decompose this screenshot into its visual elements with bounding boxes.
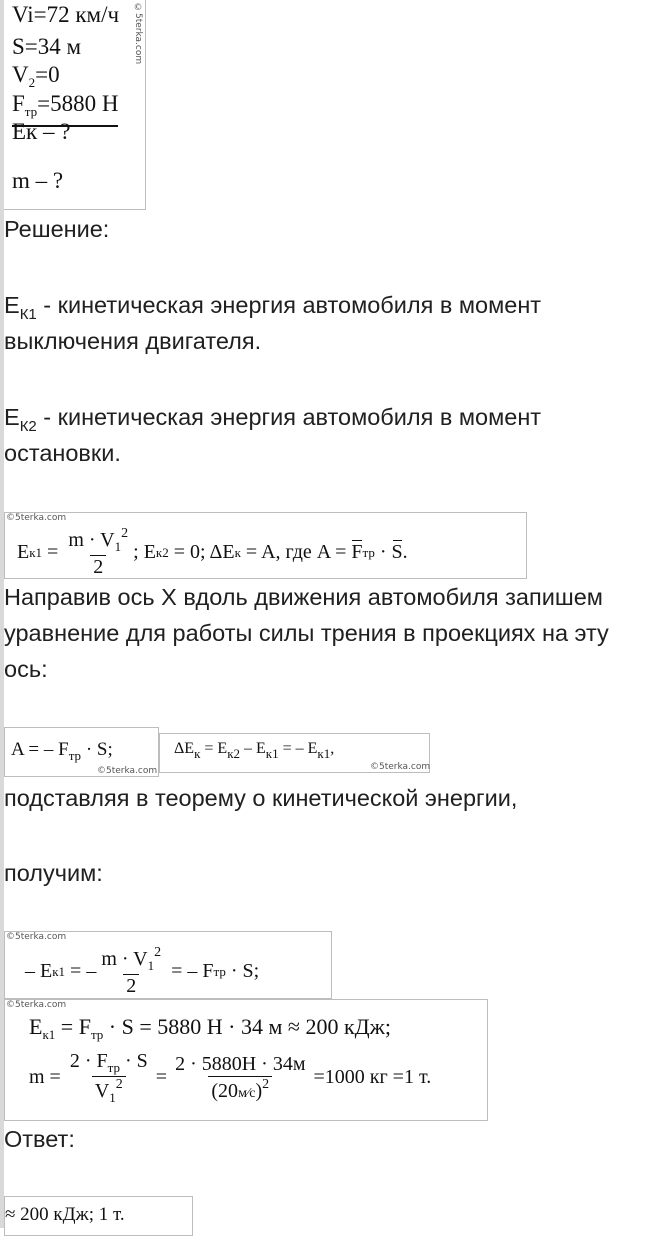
- watermark: ©5terka.com: [370, 762, 431, 772]
- given-find-mass: m – ?: [12, 168, 64, 193]
- formula-work-expression: A = – $F_{тр} \cdot S$;: [11, 739, 113, 763]
- get-paragraph: получим:: [4, 860, 103, 886]
- fraction: $\frac{2 \cdot 5880Н \cdot 34м}{(20м⁄с)^2}$: [175, 1052, 306, 1102]
- formula-mass-result: m = $\frac{2 \cdot F_{тр} \cdot S}{V_1^2}$ = $\frac{2 \cdot 5880Н \cdot 34м}{(20м⁄с)^2}$ =1000 кг =1 т.: [29, 1050, 432, 1105]
- given-speed: Vi=72 км/ч: [12, 2, 120, 27]
- formula-kinetic-energy-expression: E к1 = $\frac{m \cdot V_1^2}{2}$ ; E к2 = 0; ΔE к = A, где A = F тр · S .: [17, 526, 408, 578]
- fraction: $\frac{m \cdot V_1^2}{2}$: [68, 526, 129, 578]
- formula-energy-result: $E_{к1} = F_{тр} \cdot S = 5880$ Н · 34 м ≈ 200 кДж;: [29, 1014, 391, 1042]
- given-friction-force: $F_{тр}=5880$ Н: [12, 91, 118, 127]
- formula-work: [4, 727, 159, 777]
- given-box: [4, 0, 146, 210]
- axis-paragraph-line3: ось:: [4, 656, 48, 682]
- ek2-definition-line1: $E_{К2}$ - кинетическая энергия автомобиля в момент: [4, 404, 542, 435]
- given-distance: S=34 м: [12, 34, 82, 59]
- formula-theorem: [4, 931, 332, 999]
- friction-vector: F: [351, 541, 363, 563]
- watermark: ©5terka.com: [6, 1000, 67, 1010]
- formula-kinetic-energy: [4, 512, 527, 579]
- solution-label: Решение:: [4, 216, 110, 242]
- ek1-definition-line1: $E_{К1}$ - кинетическая энергия автомобиля в момент: [4, 292, 542, 323]
- ek2-definition-line2: остановки.: [4, 440, 121, 466]
- formula-energy-change-expression: $\Delta E_к = E_{к2} - E_{к1}$ = – $E_{к1}$,: [174, 740, 335, 761]
- watermark: ©5terka.com: [6, 932, 67, 942]
- formula-theorem-expression: – E к1 = – $\frac{m \cdot V_1^2}{2}$ = – F тр · S;: [25, 945, 260, 997]
- axis-paragraph-line2: уравнение для работы силы трения в проекциях на эту: [4, 620, 609, 646]
- given-find-energy: Ек – ?: [12, 119, 71, 144]
- displacement-vector: S: [391, 541, 403, 563]
- answer-box: [4, 1196, 193, 1236]
- given-final-speed: $V_2=0$: [12, 62, 60, 90]
- ek1-definition-line2: выключения двигателя.: [4, 328, 262, 354]
- answer-value: ≈ 200 кДж; 1 т.: [5, 1204, 125, 1225]
- fraction: $\frac{2 \cdot F_{тр} \cdot S}{V_1^2}$: [69, 1050, 148, 1105]
- formula-energy-change: [159, 733, 430, 773]
- substitute-paragraph: подставляя в теорему о кинетической энергии,: [4, 785, 518, 811]
- watermark: ©5terka.com: [97, 766, 158, 776]
- fraction: $\frac{m \cdot V_1^2}{2}$: [101, 945, 162, 997]
- answer-label: Ответ:: [4, 1126, 75, 1152]
- axis-paragraph-line1: Направив ось X вдоль движения автомобиля запишем: [4, 584, 603, 610]
- watermark: ©5terka.com: [133, 3, 143, 65]
- formula-result: [4, 999, 488, 1121]
- watermark: ©5terka.com: [6, 513, 67, 523]
